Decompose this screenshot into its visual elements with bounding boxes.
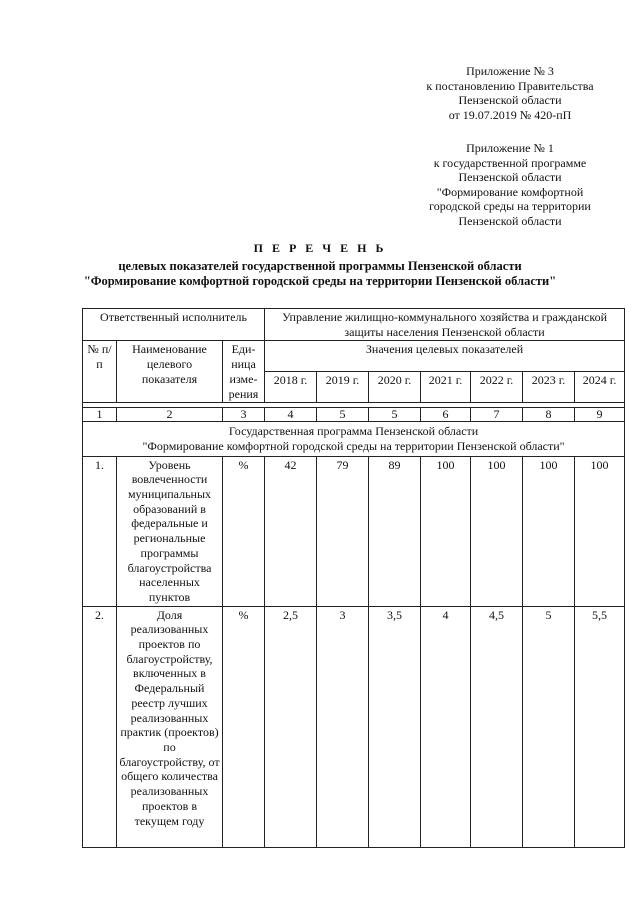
row-number: 2. [83, 606, 117, 847]
row-number: 1. [83, 456, 117, 606]
year-header: 2024 г. [575, 372, 625, 403]
year-header: 2021 г. [421, 372, 471, 403]
header-row [83, 341, 625, 372]
executor-row [83, 309, 625, 341]
appendix-3-line: Пензенской области [458, 93, 562, 107]
section-row [83, 422, 625, 456]
appendix-1-header [400, 141, 620, 228]
col-header-values: Значения целевых показателей [265, 341, 625, 372]
appendix-1-line: Пензенской области [458, 170, 562, 184]
appendix-1-line: "Формирование комфортной [436, 184, 584, 199]
indicator-unit: % [223, 456, 265, 606]
column-number-row [83, 408, 625, 422]
section-heading-line: "Формирование комфортной городской среды на территории Пензенской области" [142, 438, 565, 453]
table-row [83, 606, 625, 847]
appendix-3-line: к постановлению Правительства [426, 78, 594, 93]
executor-value: Управление жилищно-коммунального хозяйства и гражданской защиты населения Пензенской области [265, 309, 625, 341]
appendix-3-line: Приложение № 3 [466, 64, 554, 78]
col-header-number: № п/п [83, 341, 117, 403]
appendix-1-line: Приложение № 1 [466, 141, 554, 155]
document-subtitle: целевых показателей государственной программы Пензенской области [118, 259, 522, 273]
indicator-value: 4 [421, 606, 471, 847]
year-header: 2020 г. [369, 372, 421, 403]
year-header: 2018 г. [265, 372, 317, 403]
indicators-table [82, 308, 625, 848]
executor-label: Ответственный исполнитель [83, 309, 265, 341]
appendix-1-line: городской среды на территории [429, 199, 591, 213]
column-number: 9 [575, 408, 625, 422]
section-heading [83, 422, 625, 456]
indicator-value: 100 [575, 456, 625, 606]
document-title: П Е Р Е Ч Е Н Ь [253, 241, 387, 255]
indicator-value: 3 [317, 606, 369, 847]
indicator-value: 2,5 [265, 606, 317, 847]
column-number: 3 [223, 408, 265, 422]
indicator-value: 4,5 [471, 606, 523, 847]
col-header-unit: Еди- ница изме- рения [223, 341, 265, 403]
appendix-3-header [400, 64, 620, 122]
appendix-3-line: от 19.07.2019 № 420-пП [448, 107, 572, 122]
indicator-name: Доля реализованных проектов по благоустройству, включенных в Федеральный реестр лучших реализованных практик (проектов) по благоустройству, от общего количества реализованных проектов в текущем году [117, 606, 223, 847]
column-number: 5 [369, 408, 421, 422]
column-number: 7 [471, 408, 523, 422]
indicator-value: 3,5 [369, 606, 421, 847]
indicator-value: 89 [369, 456, 421, 606]
section-heading-line: Государственная программа Пензенской области [228, 424, 479, 439]
year-header: 2019 г. [317, 372, 369, 403]
column-number: 2 [117, 408, 223, 422]
indicator-value: 100 [523, 456, 575, 606]
document-subtitle-program: "Формирование комфортной городской среды на территории Пензенской области" [83, 274, 557, 288]
year-header: 2023 г. [523, 372, 575, 403]
year-header: 2022 г. [471, 372, 523, 403]
appendix-1-line: к государственной программе [433, 155, 587, 170]
col-header-name: Наименование целевого показателя [117, 341, 223, 403]
column-number: 6 [421, 408, 471, 422]
indicator-value: 5 [523, 606, 575, 847]
column-number: 1 [83, 408, 117, 422]
indicator-name: Уровень вовлеченности муниципальных образований в федеральные и региональные программы благоустройства населенных пунктов [117, 456, 223, 606]
column-number: 4 [265, 408, 317, 422]
indicator-value: 100 [421, 456, 471, 606]
column-number: 8 [523, 408, 575, 422]
appendix-1-line: Пензенской области [458, 213, 562, 228]
table-row [83, 456, 625, 606]
indicator-value: 100 [471, 456, 523, 606]
indicator-unit: % [223, 606, 265, 847]
indicator-value: 42 [265, 456, 317, 606]
indicator-value: 79 [317, 456, 369, 606]
indicator-value: 5,5 [575, 606, 625, 847]
column-number: 5 [317, 408, 369, 422]
